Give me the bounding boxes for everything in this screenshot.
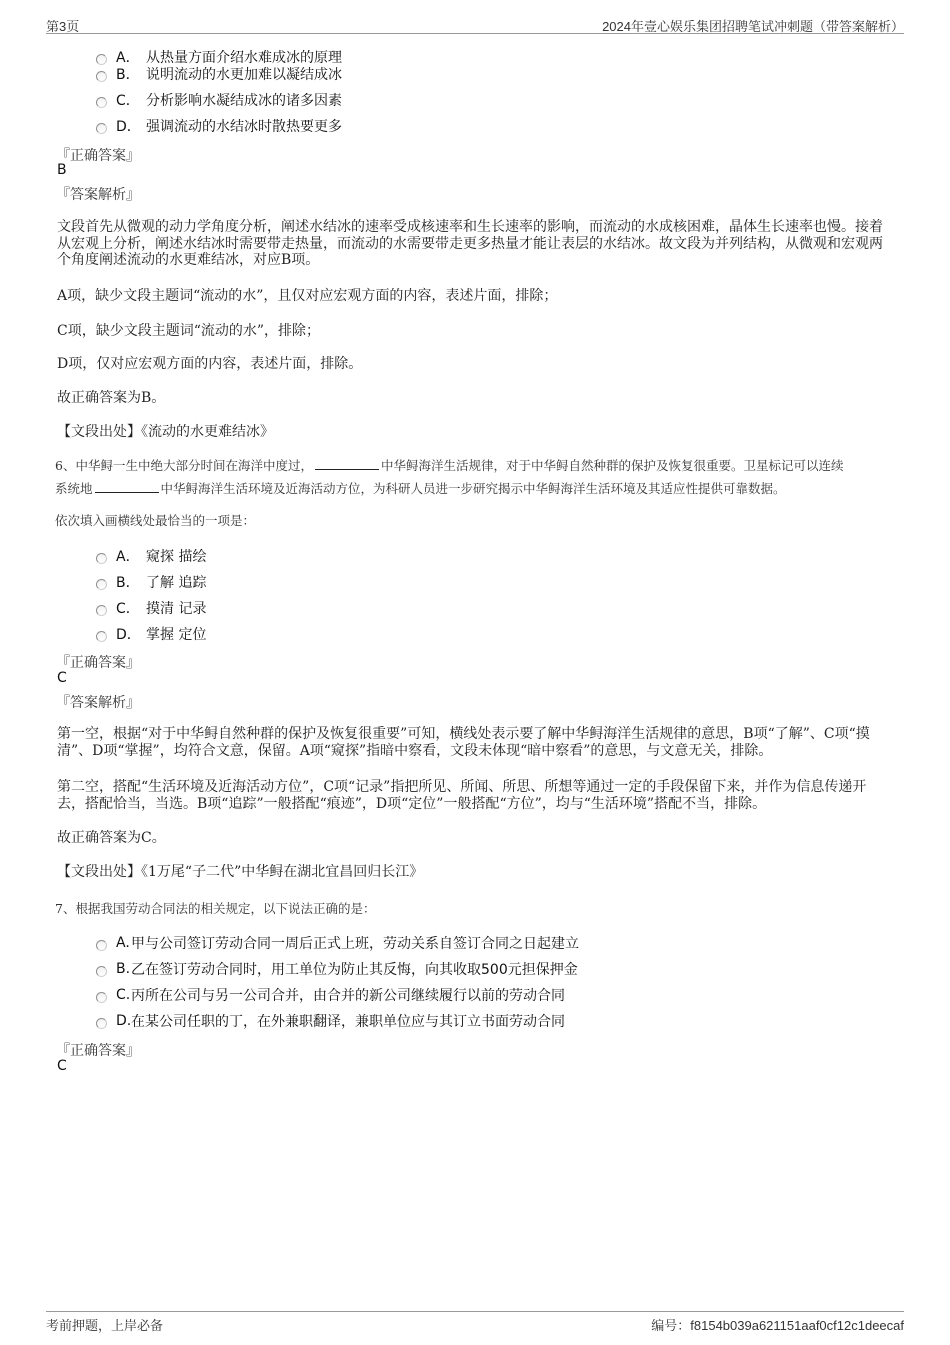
radio-icon[interactable]	[96, 966, 107, 977]
analysis-paragraph: A项，缺少文段主题词“流动的水”，且仅对应宏观方面的内容，表述片面，排除；	[57, 288, 558, 304]
radio-icon[interactable]	[96, 579, 107, 590]
radio-icon[interactable]	[96, 71, 107, 82]
analysis-label: 『答案解析』	[56, 695, 140, 711]
analysis-paragraph: 第二空，搭配“生活环境及近海活动方位”，C项“记录”指把所见、所闻、所思、所想等通过一定的手段保留下来，并作为信息传递开去，搭配恰当，当选。B项“追踪”一般搭配“痕迹”，D项“定位”一般搭配“方位”，均与“生活环境”搭配不当，排除。	[57, 779, 867, 812]
correct-answer: C	[57, 670, 67, 686]
radio-icon[interactable]	[96, 605, 107, 616]
correct-answer: B	[57, 162, 67, 178]
fill-blank	[315, 457, 379, 470]
source-citation: 【文段出处】《1万尾“子二代”中华鲟在湖北宜昌回归长江》	[57, 864, 424, 880]
q5-option-c[interactable]: C． 分析影响水凝结成冰的诸多因素	[96, 90, 342, 110]
document-title: 2024年壹心娱乐集团招聘笔试冲刺题（带答案解析）	[602, 19, 904, 34]
correct-answer: C	[57, 1058, 67, 1074]
radio-icon[interactable]	[96, 940, 107, 951]
analysis-paragraph: 文段首先从微观的动力学角度分析，阐述水结冰的速率受成核速率和生长速率的影响，而流动的水成核困难，晶体生长速率也慢。接着从宏观上分析，阐述水结冰时需要带走热量，而流动的水需要带走更多热量才能让表层的水结冰。故文段为并列结构，从微观和宏观两个角度阐述流动的水更难结冰，对应B项。	[57, 219, 883, 268]
page-footer	[46, 1311, 904, 1334]
fill-blank	[95, 480, 159, 493]
analysis-paragraph: C项，缺少文段主题词“流动的水”，排除；	[57, 323, 321, 339]
source-citation: 【文段出处】《流动的水更难结冰》	[57, 424, 274, 440]
q7-option-b[interactable]: B. 乙在签订劳动合同时，用工单位为防止其反悔，向其收取500元担保押金	[96, 959, 578, 979]
radio-icon[interactable]	[96, 123, 107, 134]
radio-icon[interactable]	[96, 992, 107, 1003]
q7-option-a[interactable]: A. 甲与公司签订劳动合同一周后正式上班，劳动关系自签订合同之日起建立	[96, 933, 579, 953]
radio-icon[interactable]	[96, 97, 107, 108]
correct-answer-label: 『正确答案』	[56, 148, 140, 164]
analysis-paragraph: 故正确答案为B。	[57, 390, 166, 406]
radio-icon[interactable]	[96, 631, 107, 642]
question-7-stem: 7、根据我国劳动合同法的相关规定，以下说法正确的是：	[55, 901, 376, 916]
q6-option-c[interactable]: C． 摸清 记录	[96, 598, 206, 618]
q7-option-c[interactable]: C. 丙所在公司与另一公司合并，由合并的新公司继续履行以前的劳动合同	[96, 985, 565, 1005]
correct-answer-label: 『正确答案』	[56, 1043, 140, 1059]
question-6-stem: 6、中华鲟一生中绝大部分时间在海洋中度过， 中华鲟海洋生活规律，对于中华鲟自然种群的保护及恢复很重要。卫星标记可以连续 系统地 中华鲟海洋生活环境及近海活动方位，为科研人员进一步研究揭示中华鲟海洋生活环境及其适应性提供可靠数据。	[55, 458, 844, 496]
radio-icon[interactable]	[96, 1018, 107, 1029]
q5-option-b[interactable]: B． 说明流动的水更加难以凝结成冰	[96, 64, 342, 84]
q6-option-b[interactable]: B． 了解 追踪	[96, 572, 206, 592]
analysis-paragraph: D项，仅对应宏观方面的内容，表述片面，排除。	[57, 356, 363, 372]
correct-answer-label: 『正确答案』	[56, 655, 140, 671]
footer-slogan: 考前押题，上岸必备	[46, 1318, 164, 1333]
analysis-paragraph: 第一空，根据“对于中华鲟自然种群的保护及恢复很重要”可知，横线处表示要了解中华鲟海洋生活规律的意思，B项“了解”、C项“摸清”、D项“掌握”，均符合文意，保留。A项“窥探”指暗中察看，文段未体现“暗中察看”的意思，与文意无关，排除。	[57, 726, 870, 759]
q5-option-d[interactable]: D． 强调流动的水结冰时散热要更多	[96, 116, 342, 136]
radio-icon[interactable]	[96, 553, 107, 564]
document-serial: 编号：f8154b039a621151aaf0cf12c1deecaf	[651, 1318, 904, 1333]
q5-option-a[interactable]: A． 从热量方面介绍水难成冰的原理	[96, 47, 342, 67]
q6-option-d[interactable]: D． 掌握 定位	[96, 624, 206, 644]
page-header	[46, 14, 904, 34]
q7-option-d[interactable]: D. 在某公司任职的丁，在外兼职翻译，兼职单位应与其订立书面劳动合同	[96, 1011, 565, 1031]
question-6-instruction: 依次填入画横线处最恰当的一项是：	[55, 513, 256, 528]
analysis-paragraph: 故正确答案为C。	[57, 830, 166, 846]
analysis-label: 『答案解析』	[56, 187, 140, 203]
q6-option-a[interactable]: A． 窥探 描绘	[96, 546, 206, 566]
page-number: 第3页	[46, 19, 80, 34]
